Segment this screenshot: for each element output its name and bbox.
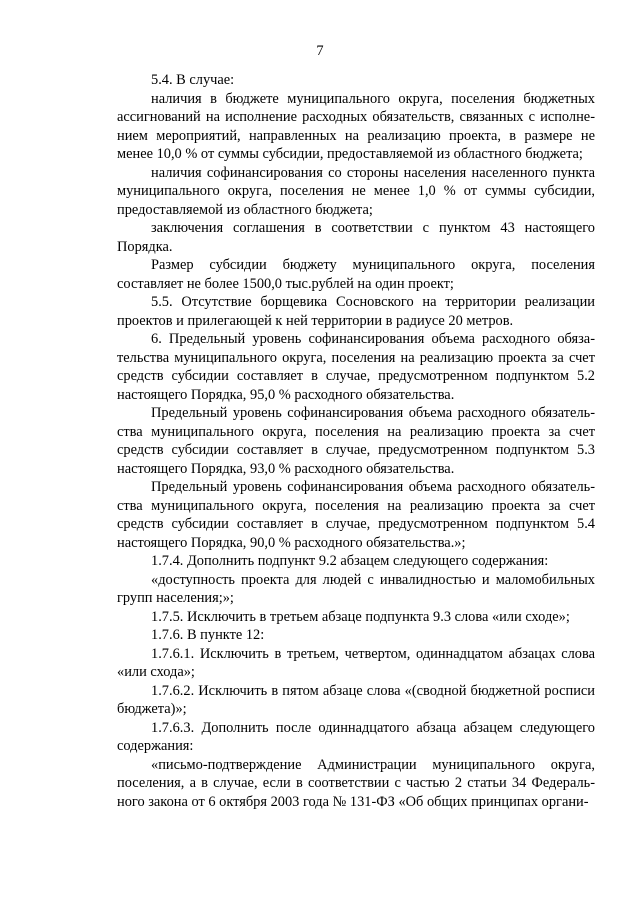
paragraph-limit-5-4: Предельный уровень софинансирования объема расходного обязательства муниципального округа, поселения на реализацию проекта за счет средств субсидии составляет в случае, предусмотренном подпунктом 5.4 настоящего Порядка, 90,0 % расходного обязательства.»; xyxy=(117,479,595,551)
paragraph-6: 6. Предельный уровень софинансирования объема расходного обязательства муниципального округа, поселения на реализацию проекта за счет средств субсидии составляет в случае, предусмотренном подпунктом 5.2 настоящего Порядка, 95,0 % расходного обязательства. xyxy=(117,331,595,403)
paragraph-1-7-6-1: 1.7.6.1. Исключить в третьем, четвертом, одиннадцатом абзацах слова «или схода»; xyxy=(117,645,595,680)
paragraph-5-5: 5.5. Отсутствие борщевика Сосновского на территории реализации проектов и прилегающей к ней территории в радиусе 20 метров. xyxy=(117,294,595,329)
page-number: 7 xyxy=(316,43,324,59)
paragraph-accessibility: «доступность проекта для людей с инвалидностью и маломобильных групп населения;»; xyxy=(117,571,595,606)
paragraph-confirmation-letter: «письмо-подтверждение Администрации муниципального округа, поселения, а в случае, если в соответствии с частью 2 статьи 34 Федерального закона от 6 октября 2003 года № 131-ФЗ «Об общих принципах органи- xyxy=(117,756,595,810)
paragraph-1-7-5: 1.7.5. Исключить в третьем абзаце подпункта 9.3 слова «или сходе»; xyxy=(151,608,570,625)
paragraph-1-7-6-3: 1.7.6.3. Дополнить после одиннадцатого абзаца абзацем следующего содержания: xyxy=(117,719,595,754)
paragraph-1-7-6: 1.7.6. В пункте 12: xyxy=(151,627,265,643)
paragraph-1-7-6-2: 1.7.6.2. Исключить в пятом абзаце слова «(сводной бюджетной росписи бюджета)»; xyxy=(117,682,595,717)
paragraph-5-4-header: 5.4. В случае: xyxy=(151,72,235,88)
paragraph-population-cofinancing: наличия софинансирования со стороны населения населенного пункта муниципального округа, поселения не менее 1,0 % от суммы субсидии, предоставляемой из областного бюджета; xyxy=(117,164,595,218)
paragraph-limit-5-3: Предельный уровень софинансирования объема расходного обязательства муниципального округа, поселения на реализацию проекта за счет средств субсидии составляет в случае, предусмотренном подпунктом 5.3 настоящего Порядка, 93,0 % расходного обязательства. xyxy=(117,405,595,477)
paragraph-budget-allocations: наличия в бюджете муниципального округа, поселения бюджетных ассигнований на исполнение расходных обязательств, связанных с исполнением мероприятий, направленных на реализацию проекта, в размере не менее 10,0 % от суммы субсидии, предоставляемой из областного бюджета; xyxy=(117,90,595,162)
paragraph-agreement: заключения соглашения в соответствии с пунктом 43 настоящего Порядка. xyxy=(117,220,595,255)
document-body xyxy=(117,71,595,811)
paragraph-subsidy-size: Размер субсидии бюджету муниципального округа, поселения составляет не более 1500,0 тыс.рублей на один проект; xyxy=(117,257,595,292)
paragraph-1-7-4: 1.7.4. Дополнить подпункт 9.2 абзацем следующего содержания: xyxy=(151,553,549,569)
